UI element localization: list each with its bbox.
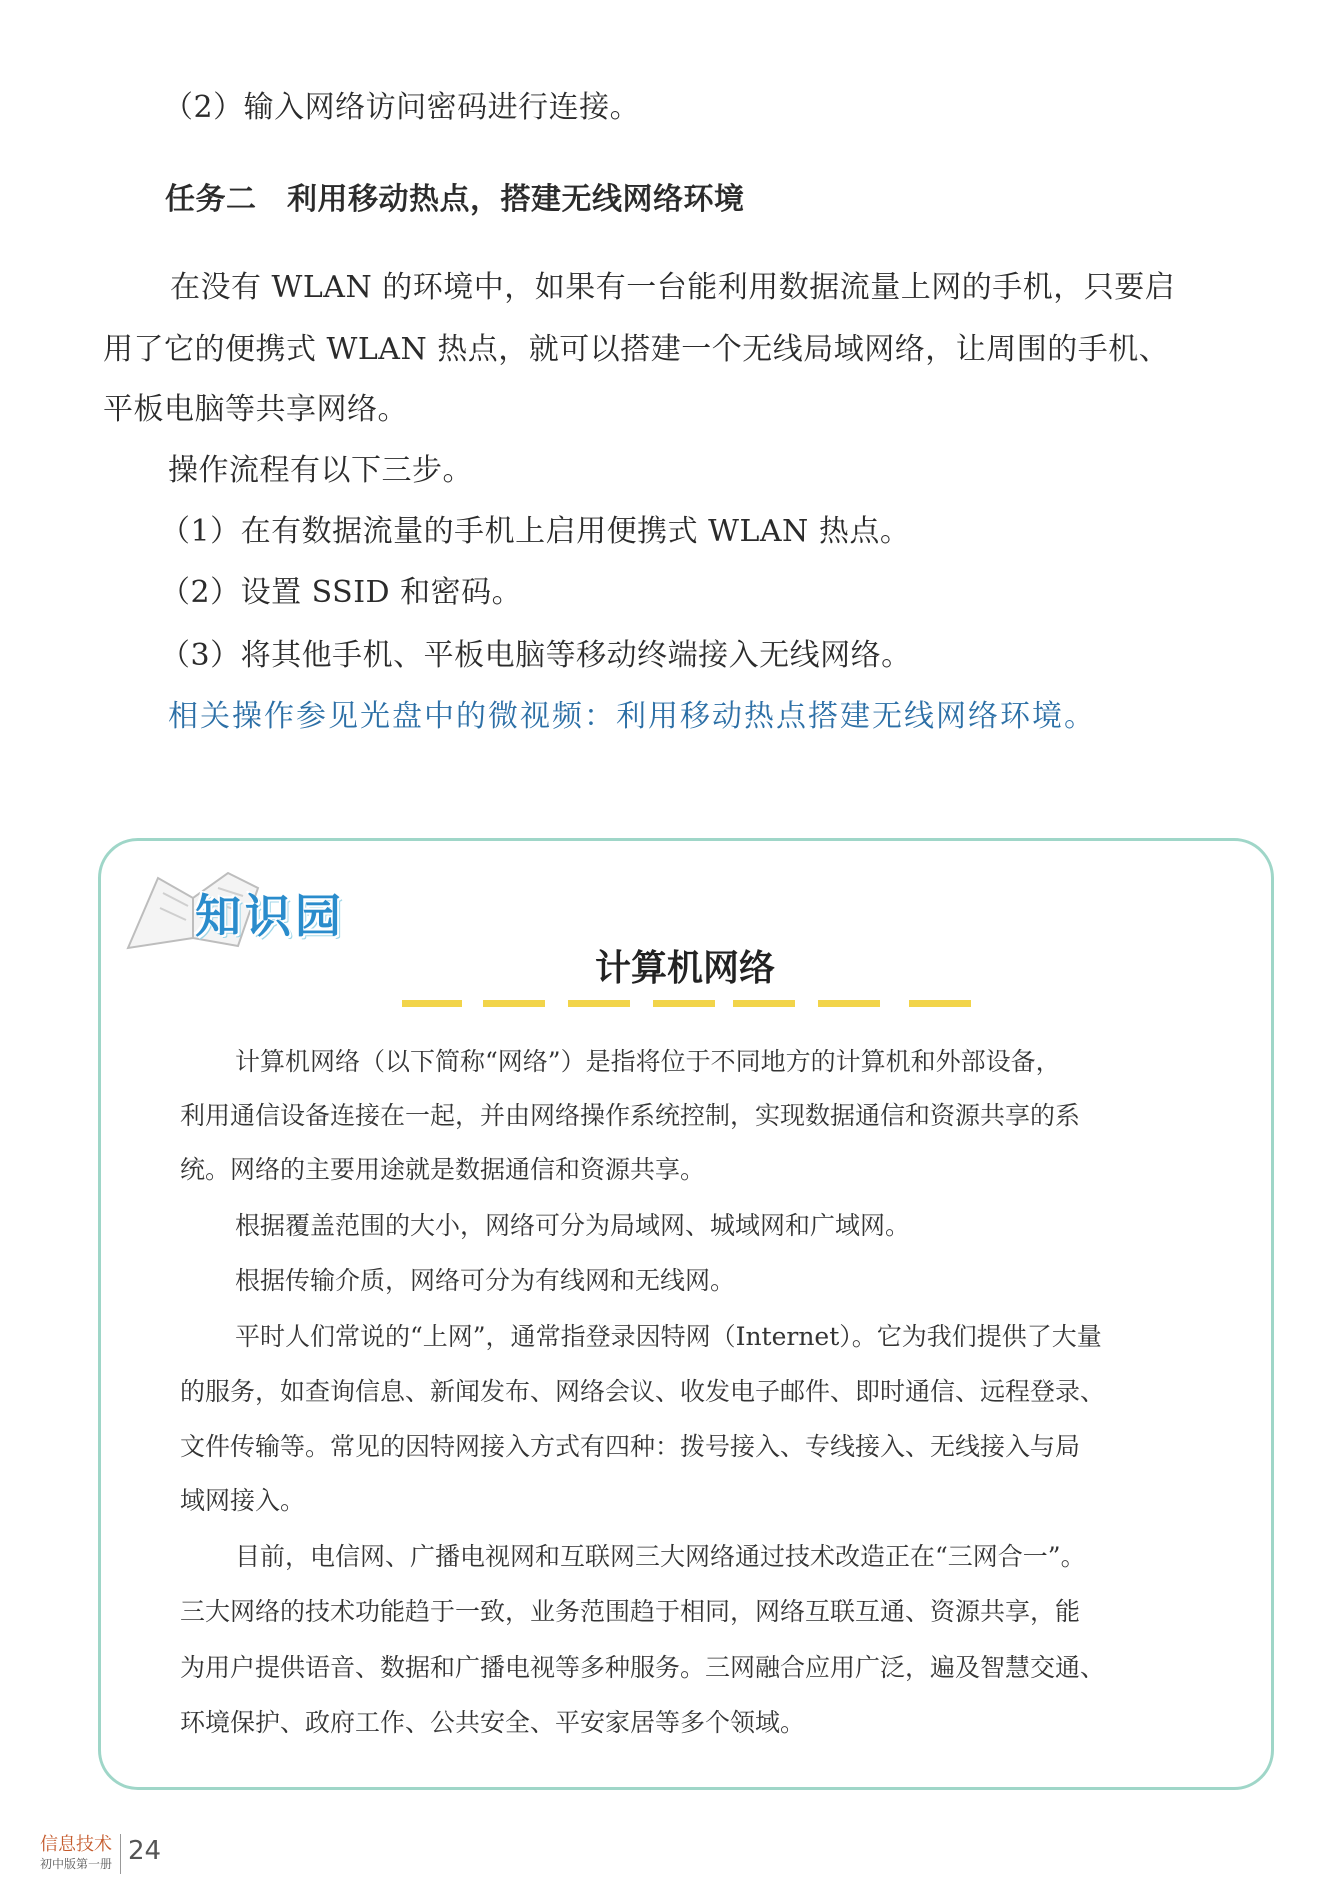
title-underline-dash: [483, 1000, 545, 1007]
knowledge-garden-logo: 知识园: [195, 889, 345, 943]
task2-heading: 任务二 利用移动热点，搭建无线网络环境: [165, 182, 745, 217]
knowledge-line: 根据覆盖范围的大小，网络可分为局域网、城域网和广域网。: [235, 1211, 911, 1240]
title-underline-dash: [909, 1000, 971, 1007]
knowledge-line: 域网接入。: [180, 1486, 306, 1515]
video-note: 相关操作参见光盘中的微视频：利用移动热点搭建无线网络环境。: [168, 699, 1096, 734]
footer-divider: [120, 1834, 121, 1874]
title-underline-dash: [402, 1000, 462, 1007]
knowledge-line: 目前，电信网、广播电视网和互联网三大网络通过技术改造正在“三网合一”。: [235, 1542, 1086, 1571]
footer-book-title: 信息技术: [40, 1834, 112, 1855]
knowledge-line: 利用通信设备连接在一起，并由网络操作系统控制，实现数据通信和资源共享的系: [180, 1101, 1081, 1130]
title-underline-dash: [653, 1000, 715, 1007]
knowledge-line: 三大网络的技术功能趋于一致，业务范围趋于相同，网络互联互通、资源共享，能: [180, 1597, 1081, 1626]
step-2-connect: （2）输入网络访问密码进行连接。: [163, 90, 641, 125]
title-underline-dash: [733, 1000, 795, 1007]
knowledge-line: 根据传输介质，网络可分为有线网和无线网。: [235, 1266, 736, 1295]
knowledge-line: 统。网络的主要用途就是数据通信和资源共享。: [180, 1155, 706, 1184]
knowledge-line: 的服务，如查询信息、新闻发布、网络会议、收发电子邮件、即时通信、远程登录、: [180, 1377, 1106, 1406]
paragraph-1-line-2: 用了它的便携式 WLAN 热点，就可以搭建一个无线局域网络，让周围的手机、: [103, 332, 1170, 367]
paragraph-1-line-3: 平板电脑等共享网络。: [103, 392, 408, 427]
footer-book-subtitle: 初中版第一册: [40, 1857, 113, 1871]
page-number: 24: [128, 1836, 162, 1866]
steps-intro: 操作流程有以下三步。: [168, 453, 473, 488]
step-2: （2）设置 SSID 和密码。: [160, 575, 523, 610]
knowledge-line: 计算机网络（以下简称“网络”）是指将位于不同地方的计算机和外部设备，: [235, 1047, 1061, 1076]
step-1: （1）在有数据流量的手机上启用便携式 WLAN 热点。: [160, 514, 911, 549]
knowledge-box-title: 计算机网络: [594, 948, 775, 989]
title-underline-dash: [568, 1000, 630, 1007]
knowledge-line: 为用户提供语音、数据和广播电视等多种服务。三网融合应用广泛，遍及智慧交通、: [180, 1653, 1106, 1682]
step-3: （3）将其他手机、平板电脑等移动终端接入无线网络。: [160, 638, 912, 673]
knowledge-line: 平时人们常说的“上网”，通常指登录因特网（Internet）。它为我们提供了大量: [235, 1322, 1102, 1351]
title-underline-dash: [818, 1000, 880, 1007]
knowledge-line: 文件传输等。常见的因特网接入方式有四种：拨号接入、专线接入、无线接入与局: [180, 1432, 1081, 1461]
paragraph-1-line-1: 在没有 WLAN 的环境中，如果有一台能利用数据流量上网的手机，只要启: [170, 270, 1176, 305]
knowledge-line: 环境保护、政府工作、公共安全、平安家居等多个领域。: [180, 1708, 806, 1737]
